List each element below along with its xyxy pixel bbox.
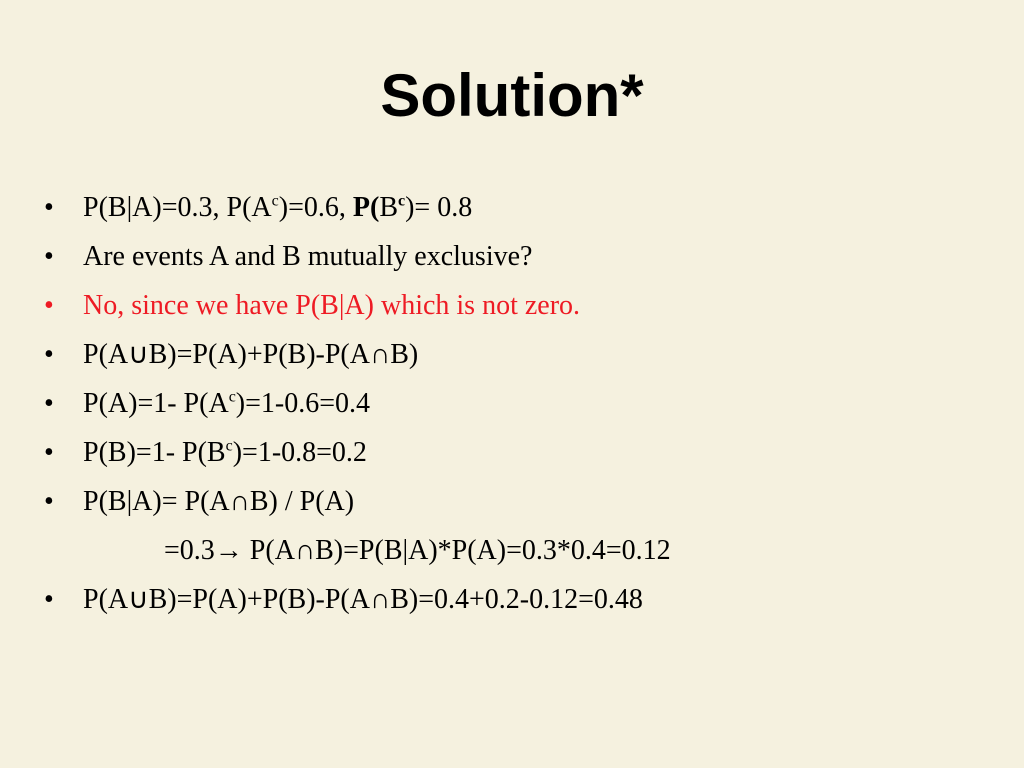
bullet-item-question [44, 237, 1004, 286]
bullet-icon: • [44, 339, 54, 370]
bullet-item-conditional [44, 482, 1004, 531]
bullet-icon: • [44, 437, 54, 468]
bullet-item-p-b [44, 433, 1004, 482]
continuation-text: =0.3→ P(A∩B)=P(B|A)*P(A)=0.3*0.4=0.12 [164, 535, 671, 566]
bullet-text: P(B|A)= P(A∩B) / P(A) [83, 486, 355, 517]
bullet-item-p-a [44, 384, 1004, 433]
bullet-list [44, 188, 1004, 629]
bullet-icon: • [44, 584, 54, 615]
bullet-icon: • [44, 486, 54, 517]
bullet-text: P(A∪B)=P(A)+P(B)-P(A∩B)=0.4+0.2-0.12=0.48 [83, 584, 643, 615]
bullet-text: Are events A and B mutually exclusive? [83, 241, 533, 272]
bullet-icon: • [44, 241, 54, 272]
bullet-icon: • [44, 192, 54, 223]
bullet-text: P(A∪B)=P(A)+P(B)-P(A∩B) [83, 339, 419, 370]
bullet-item-union-result [44, 580, 1004, 629]
bullet-item-answer [44, 286, 1004, 335]
continuation-line-intersection [44, 531, 1004, 580]
bullet-icon: • [44, 290, 54, 321]
bullet-icon: • [44, 388, 54, 419]
bullet-item-union-formula [44, 335, 1004, 384]
bullet-text: P(B)=1- $P(B^c)=1-0.8=0.2$ [83, 437, 367, 468]
bullet-text: No, since we have P(B|A) which is not zero. [83, 290, 581, 321]
bullet-item-given-probabilities [44, 188, 1004, 237]
slide-title: Solution* [380, 62, 644, 129]
bullet-text: P(A)=1- $P(A^c)=1-0.6=0.4$ [83, 388, 371, 419]
bullet-text: P(B|A)=0.3, $P(A^c)=0.6$, $P(B^c)= 0.8$ [83, 192, 473, 223]
